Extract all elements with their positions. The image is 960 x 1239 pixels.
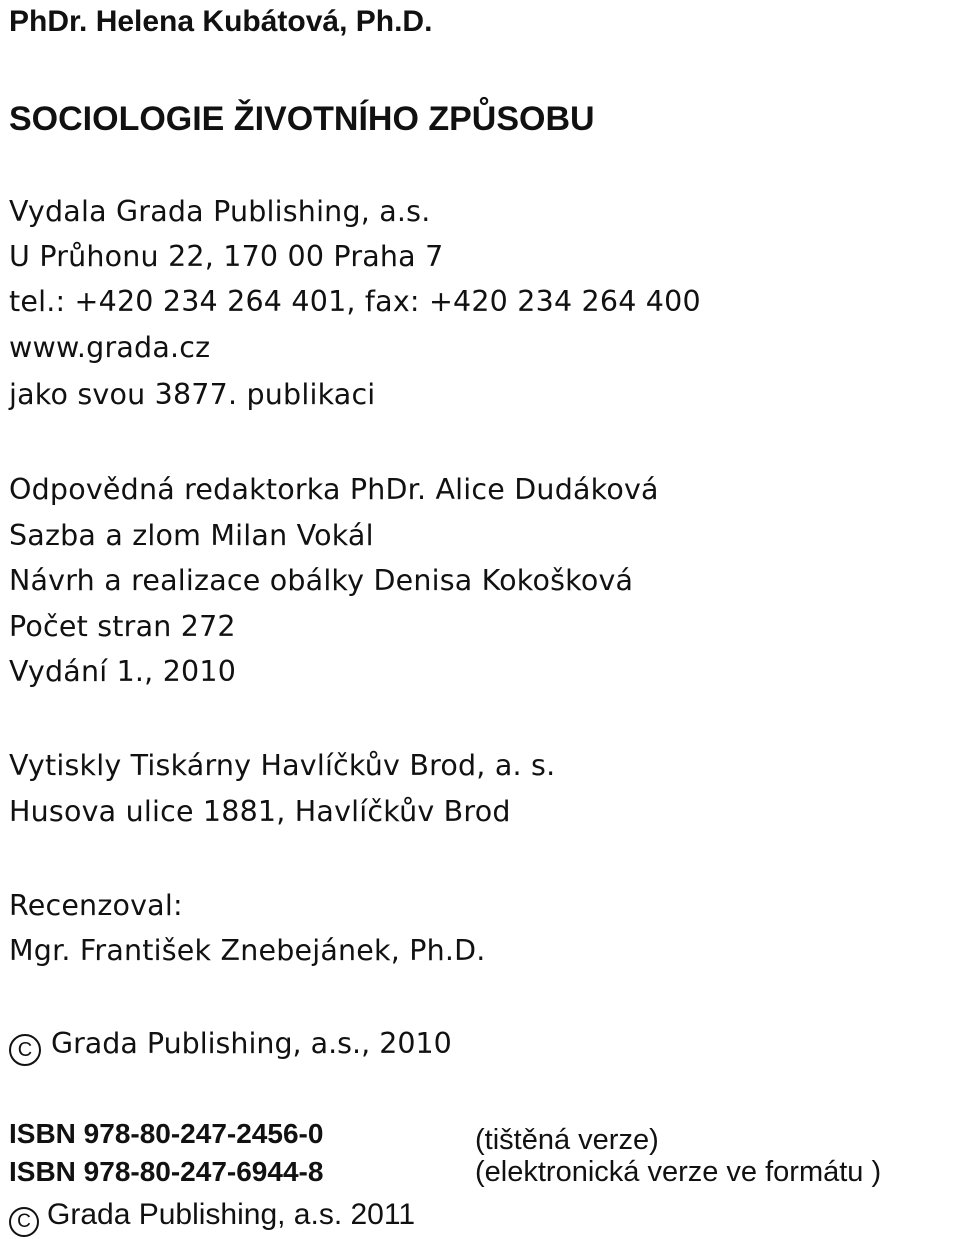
reviewer-label: Recenzoval: bbox=[9, 889, 183, 922]
copyright-line bbox=[9, 1022, 452, 1066]
printer-address: Husova ulice 1881, Havlíčkův Brod bbox=[9, 795, 511, 828]
isbn-row bbox=[9, 1153, 954, 1191]
copyright-icon: C bbox=[9, 1034, 41, 1066]
copyright-icon: C bbox=[9, 1207, 39, 1237]
publisher-name: Vydala Grada Publishing, a.s. bbox=[9, 195, 431, 228]
publisher-address: U Průhonu 22, 170 00 Praha 7 bbox=[9, 240, 444, 273]
isbn-electronic: ISBN 978-80-247-6944-8 bbox=[9, 1156, 324, 1187]
isbn-row bbox=[9, 1115, 954, 1156]
isbn-electronic-note: (elektronická verze ve formátu ) bbox=[475, 1156, 882, 1188]
isbn-block bbox=[9, 1115, 954, 1191]
edition-info: Vydání 1., 2010 bbox=[9, 655, 237, 688]
page-count: Počet stran 272 bbox=[9, 610, 236, 643]
typesetting-credit: Sazba a zlom Milan Vokál bbox=[9, 519, 374, 552]
author-name: PhDr. Helena Kubátová, Ph.D. bbox=[9, 5, 433, 38]
electronic-copyright-line bbox=[9, 1193, 415, 1237]
copyright-text: Grada Publishing, a.s., 2010 bbox=[51, 1027, 452, 1060]
printer-name: Vytiskly Tiskárny Havlíčkův Brod, a. s. bbox=[9, 749, 556, 782]
publisher-contact: tel.: +420 234 264 401, fax: +420 234 264 400 bbox=[9, 285, 701, 318]
electronic-copyright-text: Grada Publishing, a.s. 2011 bbox=[47, 1198, 416, 1231]
editor-credit: Odpovědná redaktorka PhDr. Alice Dudáková bbox=[9, 473, 659, 506]
isbn-print: ISBN 978-80-247-2456-0 bbox=[9, 1118, 324, 1149]
publication-number: jako svou 3877. publikaci bbox=[9, 378, 376, 411]
cover-credit: Návrh a realizace obálky Denisa Kokošková bbox=[9, 564, 634, 597]
book-title: SOCIOLOGIE ŽIVOTNÍHO ZPŮSOBU bbox=[9, 100, 595, 138]
publisher-website: www.grada.cz bbox=[9, 331, 211, 364]
reviewer-name: Mgr. František Znebejánek, Ph.D. bbox=[9, 934, 486, 967]
isbn-print-note: (tištěná verze) bbox=[475, 1124, 659, 1156]
